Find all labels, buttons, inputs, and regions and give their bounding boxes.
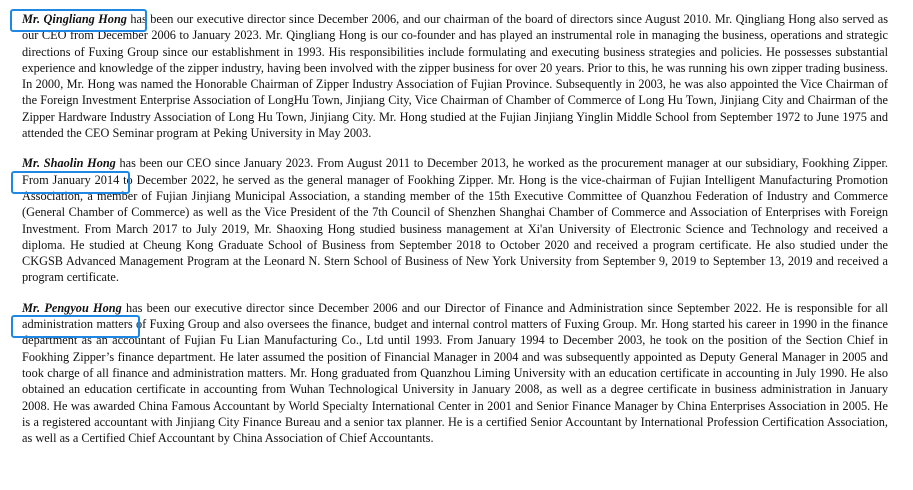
bio-paragraph-pengyou-hong: [22, 300, 888, 447]
bio-text-qingliang-hong: has been our executive director since December 2006, and our chairman of the board of directors since August 2010. Mr. Qingliang Hong also served as our CEO from December 2006 to January 2023. Mr. Qingliang Hong is our co-founder and has played an instrumental role in managing the business, operations and strategic directions of Fuxing Group since our establishment in 1993. His responsibilities include formulating and executing business strategies and policies. He possesses substantial experience and knowledge of the zipper industry, having been involved with the zipper business for over 20 years. Prior to this, he was running his own zipper trading business. In 2000, Mr. Hong was named the Honorable Chairman of Zipper Industry Association of Fujian Province. Subsequently in 2003, he was also appointed the Vice Chairman of the Foreign Investment Enterprise Association of LongHu Town, Jinjiang City, Vice Chairman of Chamber of Commerce of Long Hu Town, Jinjiang City and Chairman of the Zipper Hardware Industry Association of Long Hu Town, Jinjiang City. Mr. Hong studied at the Fujian Jinjiang Yinglin Middle School from September 1972 to June 1975 and attended the CEO Seminar program at Peking University in May 2003.: [22, 12, 889, 141]
bio-paragraph-shaolin-hong: [22, 155, 888, 285]
person-name-shaolin-hong: Mr. Shaolin Hong: [22, 156, 116, 171]
bio-paragraph-qingliang-hong: [22, 11, 888, 141]
person-name-pengyou-hong: Mr. Pengyou Hong: [22, 300, 122, 315]
bio-text-shaolin-hong: has been our CEO since January 2023. From August 2011 to December 2013, he worked as the procurement manager at our subsidiary, Fookhing Zipper. From January 2014 to December 2022, he served as the general manager of Fookhing Zipper. Mr. Hong is the vice-chairman of Fujian Intelligent Manufacturing Promotion Association, a member of Fujian Jinjiang Municipal Association, a standing member of the 15th Executive Committee of Quanzhou Federation of Industry and Commerce (General Chamber of Commerce) as well as the Vice President of the 7th Council of Shenzhen Shanghai Chamber of Commerce and Association of Enterprises with Foreign Investment. From March 2017 to July 2019, Mr. Shaoxing Hong studied business management at Xi'an University of Electronic Science and Technology and received a diploma. He studied at Cheung Kong Graduate School of Business from September 2018 to October 2020 and received a program certificate. He also studied under the CKGSB Advanced Management Program at the Leonard N. Stern School of Business of New York University from September 9, 2019 to September 13, 2019 and received a program certificate.: [22, 156, 888, 285]
document-body: [22, 11, 888, 460]
bio-text-pengyou-hong: has been our executive director since December 2006 and our Director of Finance and Administration since September 2022. He is responsible for all administration matters of Fuxing Group and also oversees the finance, budget and internal control matters of Fuxing Group. Mr. Hong started his career in 1990 in the finance department as an accountant of Fujian Fu Lian Manufacturing Co., Ltd until 1993. From January 1994 to December 2003, he took on the position of the Section Chief in Fookhing Zipper’s finance department. He later assumed the position of Financial Manager in 2004 and was subsequently appointed as Deputy General Manager in 2005 and took charge of all finance and administration matters. Mr. Hong graduated from Quanzhou Liming University with an education certificate in accounting in July 1990. He also obtained an education certificate in accounting from Wuhan Technological University in January 2008, as well as a degree certificate in business administration in January 2008. He was awarded China Famous Accountant by World Specialty International Center in 2001 and Senior Finance Manager by China Enterprises Association in 2005. He is a registered accountant with Jinjiang City Finance Bureau and a senior tax planner. He is a certified Senior Accountant by International Profession Certification Association, as well as a Certified Chief Accountant by China Association of Chief Accountants.: [22, 300, 888, 446]
person-name-qingliang-hong: Mr. Qingliang Hong: [22, 12, 127, 26]
